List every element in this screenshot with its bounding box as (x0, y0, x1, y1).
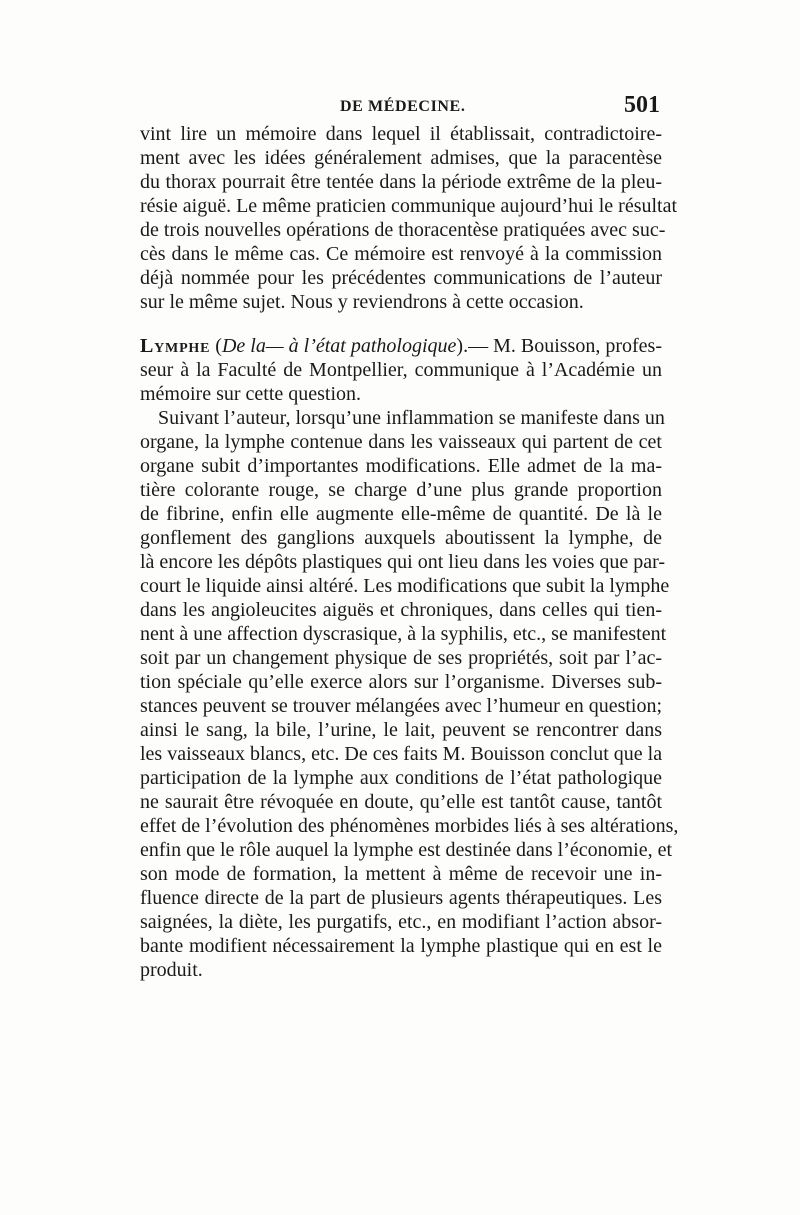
text-line: Suivant l’auteur, lorsqu’une inflammation se manifeste dans un (158, 407, 665, 429)
text-line: participation de la lymphe aux conditions de l’état pathologique (140, 767, 662, 789)
page-number: 501 (624, 92, 660, 118)
paren-open: ( (210, 335, 222, 357)
text-line: ment avec les idées généralement admises, que la paracentèse (140, 147, 662, 169)
text-line: nent à une affection dyscrasique, à la syphilis, etc., se manifestent (140, 623, 667, 645)
text-line: gonflement des ganglions auxquels aboutissent la lymphe, de (140, 527, 662, 549)
text-line: sur le même sujet. Nous y reviendrons à cette occasion. (140, 291, 584, 313)
text-line: fluence directe de la part de plusieurs agents thérapeutiques. Les (140, 887, 662, 909)
text-line: organe subit d’importantes modifications. Elle admet de la ma- (140, 455, 662, 477)
text-line: les vaisseaux blancs, etc. De ces faits M. Bouisson conclut que la (140, 743, 663, 765)
text-line: dans les angioleucites aiguës et chroniques, dans celles qui tien- (140, 599, 662, 621)
text-line: organe, la lymphe contenue dans les vaisseaux qui partent de cet (140, 431, 662, 453)
running-head (140, 92, 660, 122)
text-line: stances peuvent se trouver mélangées avec l’humeur en question; (140, 695, 663, 717)
entry-keyword: Lymphe (140, 335, 211, 357)
text-line: de fibrine, enfin elle augmente elle-même de quantité. De là le (140, 503, 662, 525)
text-line: résie aiguë. Le même praticien communique aujourd’hui le résultat (140, 195, 678, 217)
text-line: saignées, la diète, les purgatifs, etc., en modifiant l’action absor- (140, 911, 662, 933)
text-line: là encore les dépôts plastiques qui ont lieu dans les voies que par- (140, 551, 666, 573)
text-line: bante modifient nécessairement la lymphe plastique qui en est le (140, 935, 662, 957)
text-line: produit. (140, 959, 203, 981)
text-line: tion spéciale qu’elle exerce alors sur l’organisme. Diverses sub- (140, 671, 662, 693)
text-line: enfin que le rôle auquel la lymphe est destinée dans l’économie, et (140, 839, 673, 861)
body-text (140, 122, 679, 982)
text-line: de trois nouvelles opérations de thoracentèse pratiquées avec suc- (140, 219, 666, 241)
text-line: cès dans le même cas. Ce mémoire est renvoyé à la commission (140, 243, 662, 265)
text-line: effet de l’évolution des phénomènes morbides liés à ses altérations, (140, 815, 679, 837)
text-line: déjà nommée pour les précédentes communications de l’auteur (140, 267, 662, 289)
text-line: ne saurait être révoquée en doute, qu’elle est tantôt cause, tantôt (140, 791, 662, 813)
text-line: vint lire un mémoire dans lequel il établissait, contradictoire- (140, 123, 662, 145)
text-line: ainsi le sang, la bile, l’urine, le lait, peuvent se rencontrer dans (140, 719, 662, 741)
text-line: mémoire sur cette question. (140, 383, 362, 405)
text-line: du thorax pourrait être tentée dans la période extrême de la pleu- (140, 171, 662, 193)
text-line: seur à la Faculté de Montpellier, communique à l’Académie un (140, 359, 662, 381)
text-line: son mode de formation, la mettent à même de recevoir une in- (140, 863, 662, 885)
entry-heading-rest: ).— M. Bouisson, profes- (456, 335, 662, 357)
text-line: court le liquide ainsi altéré. Les modifications que subit la lymphe (140, 575, 670, 597)
running-title: DE MÉDECINE. (340, 98, 466, 115)
text-line: soit par un changement physique de ses propriétés, soit par l’ac- (140, 647, 662, 669)
text-line: tière colorante rouge, se charge d’une plus grande proportion (140, 479, 662, 501)
paragraph-gap (140, 314, 662, 334)
entry-heading-line (140, 334, 662, 358)
entry-title: De la— à l’état pathologique (221, 335, 457, 357)
